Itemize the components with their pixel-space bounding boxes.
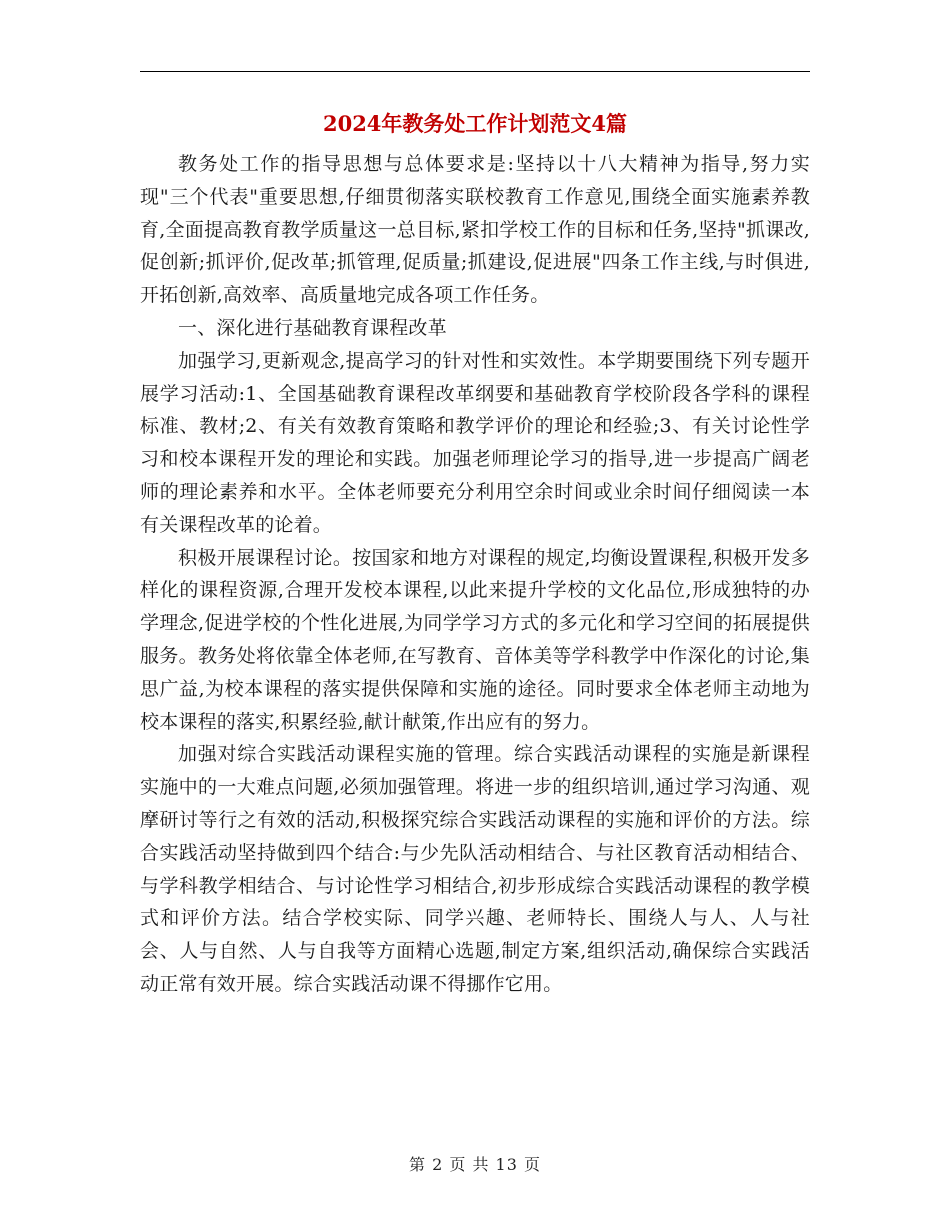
document-body <box>140 148 810 1001</box>
document-title: 2024年教务处工作计划范文4篇 <box>322 111 628 136</box>
paragraph-guiding-principles: 教务处工作的指导思想与总体要求是:坚持以十八大精神为指导,努力实现"三个代表"重要思想,仔细贯彻落实联校教育工作意见,围绕全面实施素养教育,全面提高教育教学质量这一总目标,紧扣学校工作的目标和任务,坚持"抓课改,促创新;抓评价,促改革;抓管理,促质量;抓建设,促进展"四条工作主线,与时俱进,开拓创新,高效率、高质量地完成各项工作任务。 <box>140 153 810 307</box>
paragraph-practice-activities: 加强对综合实践活动课程实施的管理。综合实践活动课程的实施是新课程实施中的一大难点问题,必须加强管理。将进一步的组织培训,通过学习沟通、观摩研讨等行之有效的活动,积极探究综合实践活动课程的实施和评价的方法。综合实践活动坚持做到四个结合:与少先队活动相结合、与社区教育活动相结合、与学科教学相结合、与讨论性学习相结合,初步形成综合实践活动课程的教学模式和评价方法。结合学校实际、同学兴趣、老师特长、围绕人与人、人与社会、人与自然、人与自我等方面精心选题,制定方案,组织活动,确保综合实践活动正常有效开展。综合实践活动课不得挪作它用。 <box>140 743 810 995</box>
header-rule <box>140 71 810 72</box>
section-heading-curriculum-reform: 一、深化进行基础教育课程改革 <box>178 316 447 339</box>
paragraph-strengthen-learning: 加强学习,更新观念,提高学习的针对性和实效性。本学期要围绕下列专题开展学习活动:1、全国基础教育课程改革纲要和基础教育学校阶段各学科的课程标准、教材;2、有关有效教育策略和教学评价的理论和经验;3、有关讨论性学习和校本课程开发的理论和实践。加强老师理论学习的指导,进一步提高广阔老师的理论素养和水平。全体老师要充分利用空余时间或业余时间仔细阅读一本有关课程改革的论着。 <box>140 349 810 536</box>
paragraph-curriculum-discussion: 积极开展课程讨论。按国家和地方对课程的规定,均衡设置课程,积极开发多样化的课程资源,合理开发校本课程,以此来提升学校的文化品位,形成独特的办学理念,促进学校的个性化进展,为同学学习方式的多元化和学习空间的拓展提供服务。教务处将依靠全体老师,在写教育、音体美等学科教学中作深化的讨论,集思广益,为校本课程的落实提供保障和实施的途径。同时要求全体老师主动地为校本课程的落实,积累经验,献计献策,作出应有的努力。 <box>140 546 810 733</box>
page-number: 第 2 页 共 13 页 <box>409 1155 541 1174</box>
